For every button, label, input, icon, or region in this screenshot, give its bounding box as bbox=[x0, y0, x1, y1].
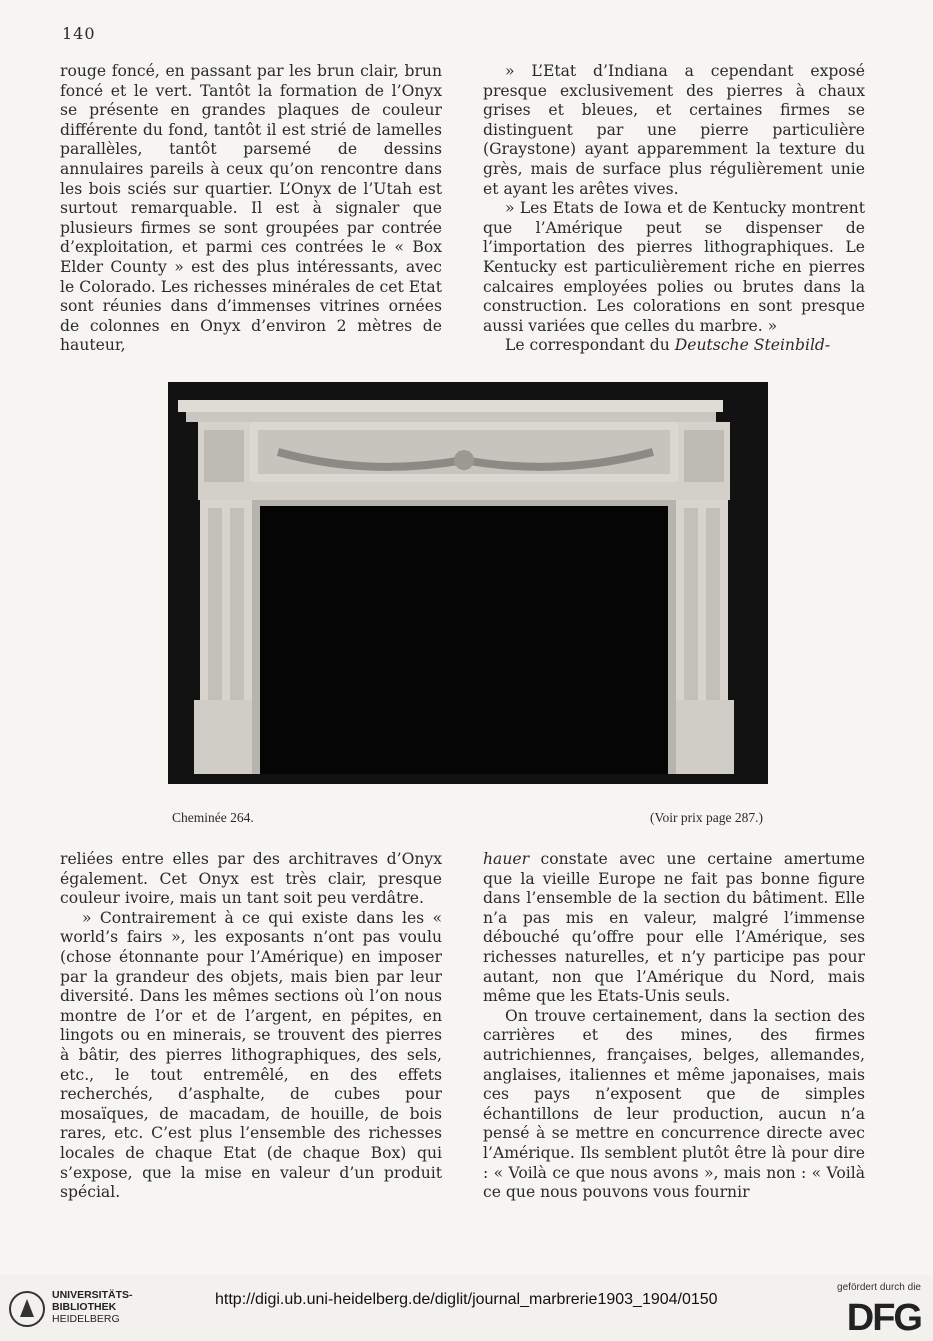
left-column-top bbox=[60, 62, 442, 356]
dfg-logo: DFG bbox=[846, 1297, 921, 1339]
right-column-bottom bbox=[483, 850, 865, 1203]
figure-price-reference: (Voir prix page 287.) bbox=[650, 810, 763, 825]
paragraph: » L’Etat d’Indiana a cependant exposé presque exclusivement des pierres à chaux grises et bleues, et certaines firmes se distinguent par une pierre particulière (Graystone) ayant apparemment la texture du grès, mais de surface plus régulièrement unie et ayant les arêtes vives. bbox=[483, 62, 865, 198]
digitization-footer bbox=[0, 1275, 933, 1341]
library-name bbox=[52, 1289, 133, 1325]
library-name-line: UNIVERSITÄTS- bbox=[52, 1289, 133, 1301]
paragraph bbox=[483, 850, 865, 1007]
paragraph: » Contrairement à ce qui existe dans les « world’s fairs », les exposants n’ont pas voulu (chose étonnante pour l’Amérique) en imposer par la grandeur des objets, mais bien par leur diversité. Dans les mêmes sections où l’on nous montre de l’or et de l’argent, en pépites, en lingots ou en minerais, se trouvent des pierres à bâtir, des pierres lithographiques, des sels, etc., le tout entremêlé, en des effets recherchés, d’asphalte, de cubes pour mosaïques, de macadam, de houille, de bois rares, etc. C’est plus l’ensemble des richesses locales de chaque Etat (de chaque Box) qui s’expose, que la mise en valeur d’un produit spécial. bbox=[60, 908, 442, 1202]
journal-name-start: Deutsche Steinbild- bbox=[674, 336, 831, 355]
paragraph-text: Le correspondant du bbox=[505, 336, 670, 355]
paragraph: reliées entre elles par des architraves d’Onyx également. Cet Onyx est très clair, presque couleur ivoire, mais un tant soit peu verdâtre. bbox=[60, 850, 442, 908]
paragraph: On trouve certainement, dans la section des carrières et des mines, des firmes autrichiennes, françaises, belges, allemandes, anglaises, italiennes et même japonaises, mais ces pays n’exposent que de simples échantillons de leur production, aucun n’a pensé à se mettre en concurrence directe avec l’Amérique. Ils semblent plutôt être là pour dire : « Voilà ce que nous avons », mais non : « Voilà ce que nous pouvons vous fournir bbox=[483, 1006, 865, 1202]
funding-note: gefördert durch die bbox=[837, 1282, 921, 1293]
figure-caption: Cheminée 264. bbox=[172, 810, 254, 825]
fireplace-photo bbox=[168, 382, 768, 784]
left-column-bottom bbox=[60, 850, 442, 1203]
page-number: 140 bbox=[62, 24, 96, 43]
paragraph: rouge foncé, en passant par les brun clair, brun foncé et le vert. Tantôt la formation de l’Onyx se présente en grandes plaques de couleur différente du fond, tantôt il est strié de lamelles parallèles, tantôt parsemé de dessins annulaires pareils à ceux qu’on rencontre dans les bois sciés sur quartier. L’Onyx de l’Utah est surtout remarquable. Il est à signaler que plusieurs firmes se sont groupées par contrée d’exploitation, et parmi ces contrées le « Box Elder County » est des plus intéressants, avec le Colorado. Les richesses minérales de cet Etat sont réunies dans d’immenses vitrines ornées de colonnes en Onyx d’environ 2 mètres de hauteur, bbox=[60, 62, 442, 355]
source-url-link[interactable]: http://digi.ub.uni-heidelberg.de/diglit/journal_marbrerie1903_1904/0150 bbox=[215, 1291, 718, 1308]
paragraph bbox=[483, 336, 865, 356]
university-seal-icon bbox=[8, 1290, 46, 1332]
paragraph-text: constate avec une certaine amertume que la vieille Europe ne fait pas bonne figure dans l’ensemble de la section du bâtiment. Elle n’a pas mis en valeur, malgré l’immense débouché qu’offre pour elle l’Amérique, ses richesses naturelles, et n’y participe pas pour autant, non que l’Amérique du Nord, mais même que les Etats-Unis seuls. bbox=[483, 850, 865, 1006]
library-name-line: BIBLIOTHEK bbox=[52, 1301, 117, 1313]
library-name-line: HEIDELBERG bbox=[52, 1313, 120, 1325]
fireplace-illustration bbox=[168, 382, 768, 784]
journal-name-end: hauer bbox=[483, 850, 530, 868]
paragraph: » Les Etats de Iowa et de Kentucky montrent que l’Amérique peut se dispenser de l’importation des pierres lithographiques. Le Kentucky est particulièrement riche en pierres calcaires employées polies ou brutes dans la construction. Les colorations en sont presque aussi variées que celles du marbre. » bbox=[483, 199, 865, 335]
right-column-top bbox=[483, 62, 865, 356]
